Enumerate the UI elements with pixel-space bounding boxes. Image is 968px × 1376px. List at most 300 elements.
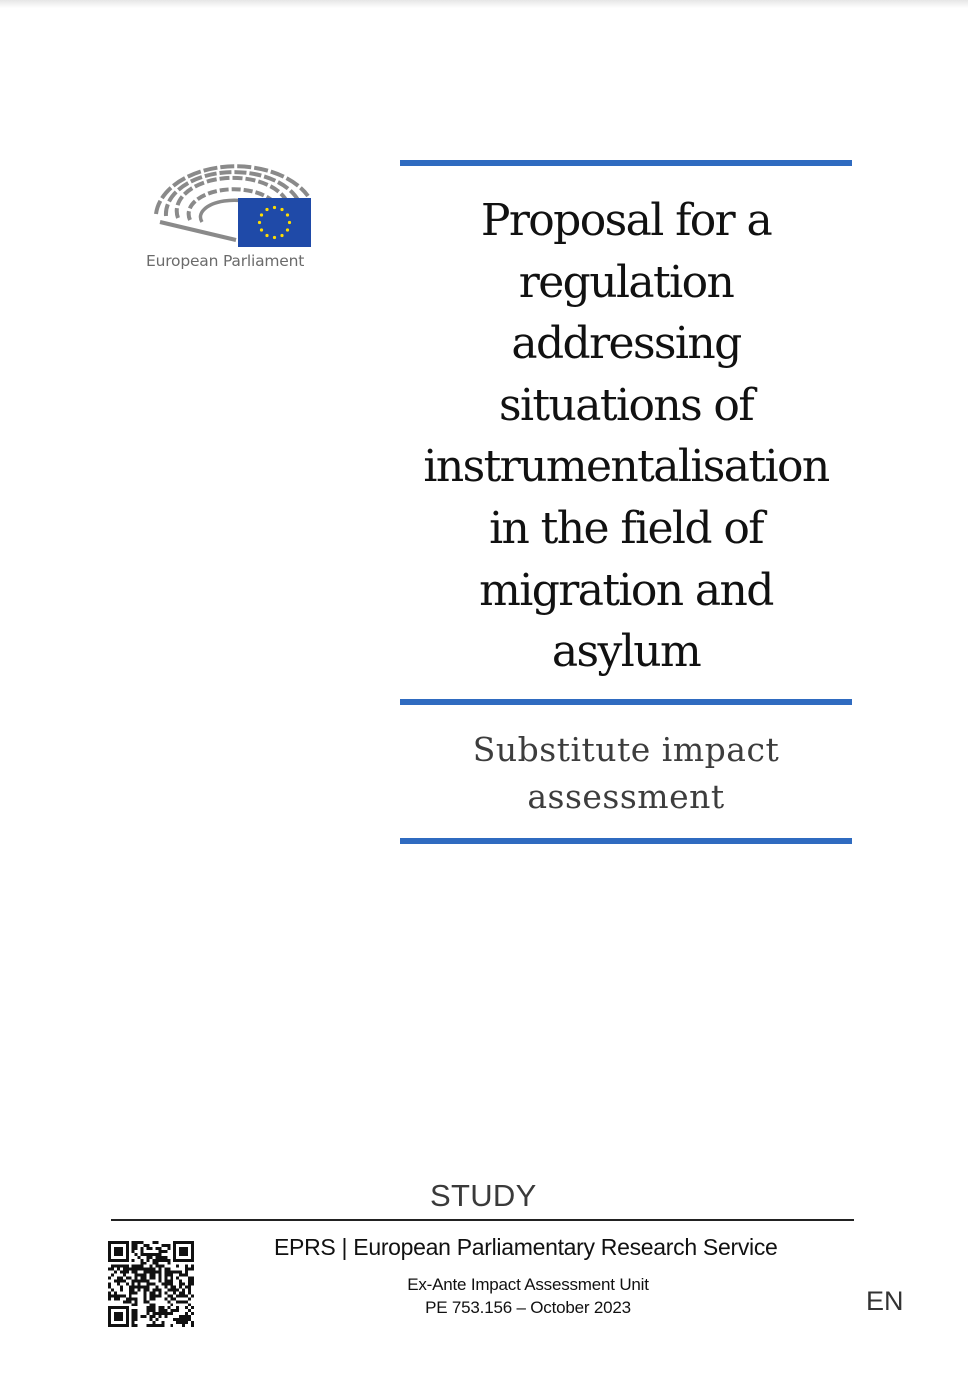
qr-module xyxy=(135,1271,138,1274)
qr-module xyxy=(179,1259,182,1262)
qr-module xyxy=(150,1306,153,1309)
title-line: in the field of xyxy=(489,502,763,554)
qr-module xyxy=(114,1259,117,1262)
qr-module xyxy=(191,1265,194,1268)
qr-module xyxy=(135,1247,138,1250)
qr-module xyxy=(141,1268,144,1271)
qr-module xyxy=(126,1268,129,1271)
qr-module xyxy=(126,1324,129,1327)
qr-module xyxy=(182,1300,185,1303)
qr-module xyxy=(173,1247,176,1250)
qr-module xyxy=(185,1268,188,1271)
qr-module xyxy=(191,1294,194,1297)
qr-module xyxy=(138,1241,141,1244)
qr-module xyxy=(152,1262,155,1265)
flag-star-icon xyxy=(288,221,291,224)
qr-module xyxy=(144,1262,147,1265)
qr-module xyxy=(135,1285,138,1288)
qr-module xyxy=(182,1318,185,1321)
qr-module xyxy=(179,1285,182,1288)
qr-module xyxy=(185,1253,188,1256)
qr-module xyxy=(150,1315,153,1318)
qr-module xyxy=(164,1256,167,1259)
qr-module xyxy=(135,1253,138,1256)
qr-module xyxy=(120,1247,123,1250)
qr-module xyxy=(126,1247,129,1250)
qr-module xyxy=(141,1262,144,1265)
qr-module xyxy=(173,1244,176,1247)
qr-module xyxy=(152,1297,155,1300)
qr-module xyxy=(108,1306,111,1309)
qr-module xyxy=(135,1291,138,1294)
qr-module xyxy=(158,1294,161,1297)
qr-module xyxy=(108,1285,111,1288)
qr-module xyxy=(158,1271,161,1274)
qr-module xyxy=(179,1315,182,1318)
qr-module xyxy=(108,1268,111,1271)
qr-module xyxy=(150,1247,153,1250)
qr-module xyxy=(155,1262,158,1265)
qr-module xyxy=(185,1312,188,1315)
qr-module xyxy=(129,1285,132,1288)
title-line: asylum xyxy=(551,626,701,678)
qr-module xyxy=(123,1294,126,1297)
qr-module xyxy=(150,1283,153,1286)
qr-module xyxy=(191,1277,194,1280)
qr-module xyxy=(117,1306,120,1309)
qr-module xyxy=(123,1271,126,1274)
qr-module xyxy=(155,1247,158,1250)
qr-module xyxy=(191,1312,194,1315)
qr-module xyxy=(150,1291,153,1294)
qr-module xyxy=(152,1288,155,1291)
qr-module xyxy=(135,1241,138,1244)
qr-module xyxy=(158,1312,161,1315)
qr-module xyxy=(164,1297,167,1300)
qr-module xyxy=(164,1250,167,1253)
qr-module xyxy=(152,1303,155,1306)
qr-module xyxy=(158,1265,161,1268)
qr-module xyxy=(152,1271,155,1274)
publisher-name: EPRS | European Parliamentary Research Service xyxy=(274,1234,778,1260)
qr-module xyxy=(135,1300,138,1303)
qr-module xyxy=(111,1324,114,1327)
qr-module xyxy=(158,1291,161,1294)
qr-module xyxy=(126,1241,129,1244)
qr-module xyxy=(158,1253,161,1256)
qr-module xyxy=(182,1250,185,1253)
qr-module xyxy=(117,1312,120,1315)
qr-module xyxy=(176,1277,179,1280)
language-code: EN xyxy=(866,1286,904,1316)
qr-module xyxy=(132,1309,135,1312)
qr-module xyxy=(108,1294,111,1297)
qr-module xyxy=(114,1306,117,1309)
qr-module xyxy=(167,1288,170,1291)
qr-module xyxy=(152,1315,155,1318)
qr-module xyxy=(161,1324,164,1327)
qr-module xyxy=(188,1241,191,1244)
qr-module xyxy=(161,1265,164,1268)
qr-module xyxy=(123,1280,126,1283)
qr-module xyxy=(179,1247,182,1250)
qr-module xyxy=(132,1265,135,1268)
qr-module xyxy=(114,1280,117,1283)
qr-module xyxy=(132,1259,135,1262)
qr-module xyxy=(173,1253,176,1256)
qr-module xyxy=(164,1268,167,1271)
qr-module xyxy=(126,1315,129,1318)
qr-module xyxy=(114,1294,117,1297)
qr-module xyxy=(150,1271,153,1274)
qr-module xyxy=(129,1294,132,1297)
qr-module xyxy=(152,1309,155,1312)
qr-module xyxy=(147,1280,150,1283)
qr-module xyxy=(144,1268,147,1271)
qr-module xyxy=(170,1324,173,1327)
title-line: addressing xyxy=(511,318,741,370)
qr-module xyxy=(167,1268,170,1271)
qr-module xyxy=(150,1297,153,1300)
qr-module xyxy=(147,1268,150,1271)
qr-module xyxy=(167,1244,170,1247)
document-subtitle xyxy=(400,726,852,820)
qr-module xyxy=(111,1274,114,1277)
qr-module xyxy=(155,1271,158,1274)
qr-module xyxy=(114,1271,117,1274)
qr-module xyxy=(120,1271,123,1274)
qr-module xyxy=(158,1259,161,1262)
qr-module xyxy=(173,1285,176,1288)
title-line: instrumentalisation xyxy=(423,441,829,493)
qr-module xyxy=(111,1265,114,1268)
qr-module xyxy=(176,1321,179,1324)
subtitle-line: Substitute impact xyxy=(472,730,780,769)
qr-module xyxy=(114,1312,117,1315)
qr-module xyxy=(144,1280,147,1283)
qr-module xyxy=(191,1306,194,1309)
qr-module xyxy=(167,1262,170,1265)
qr-module xyxy=(155,1318,158,1321)
title-bottom-rule xyxy=(400,699,852,705)
qr-module xyxy=(141,1280,144,1283)
qr-module xyxy=(155,1253,158,1256)
qr-module xyxy=(117,1318,120,1321)
qr-module xyxy=(114,1241,117,1244)
qr-module xyxy=(170,1274,173,1277)
qr-module xyxy=(108,1283,111,1286)
qr-module xyxy=(147,1312,150,1315)
qr-module xyxy=(108,1253,111,1256)
qr-module xyxy=(114,1250,117,1253)
qr-module xyxy=(188,1309,191,1312)
flag-star-icon xyxy=(280,234,283,237)
qr-module xyxy=(108,1321,111,1324)
qr-module xyxy=(129,1291,132,1294)
qr-module xyxy=(126,1321,129,1324)
qr-module xyxy=(129,1277,132,1280)
qr-module xyxy=(117,1265,120,1268)
qr-module xyxy=(179,1250,182,1253)
qr-module xyxy=(170,1297,173,1300)
publisher-unit: Ex-Ante Impact Assessment Unit xyxy=(407,1275,649,1294)
qr-module xyxy=(144,1271,147,1274)
qr-module xyxy=(155,1265,158,1268)
qr-module xyxy=(158,1309,161,1312)
qr-module xyxy=(191,1241,194,1244)
qr-module xyxy=(126,1265,129,1268)
qr-module xyxy=(138,1268,141,1271)
qr-module xyxy=(117,1253,120,1256)
qr-module xyxy=(114,1324,117,1327)
qr-module xyxy=(132,1285,135,1288)
qr-module xyxy=(188,1268,191,1271)
qr-module xyxy=(150,1309,153,1312)
qr-module xyxy=(191,1321,194,1324)
qr-module xyxy=(179,1294,182,1297)
qr-module xyxy=(164,1309,167,1312)
qr-module xyxy=(120,1288,123,1291)
qr-module xyxy=(117,1294,120,1297)
qr-module xyxy=(161,1250,164,1253)
qr-module xyxy=(191,1244,194,1247)
qr-module xyxy=(129,1268,132,1271)
qr-module xyxy=(188,1288,191,1291)
qr-module xyxy=(120,1280,123,1283)
qr-module xyxy=(191,1250,194,1253)
qr-module xyxy=(176,1306,179,1309)
qr-module xyxy=(132,1283,135,1286)
qr-module xyxy=(158,1288,161,1291)
qr-module xyxy=(152,1268,155,1271)
qr-module xyxy=(117,1283,120,1286)
qr-module xyxy=(114,1318,117,1321)
european-parliament-logo xyxy=(146,156,316,278)
flag-star-icon xyxy=(265,208,268,211)
qr-module xyxy=(135,1324,138,1327)
qr-module xyxy=(185,1300,188,1303)
qr-module xyxy=(176,1318,179,1321)
qr-module xyxy=(144,1300,147,1303)
flag-star-icon xyxy=(280,208,283,211)
qr-module xyxy=(132,1303,135,1306)
qr-module xyxy=(135,1297,138,1300)
qr-module xyxy=(170,1288,173,1291)
qr-module xyxy=(108,1297,111,1300)
qr-module xyxy=(182,1253,185,1256)
flag-star-icon xyxy=(265,234,268,237)
qr-module xyxy=(117,1247,120,1250)
qr-module xyxy=(161,1259,164,1262)
qr-module xyxy=(138,1274,141,1277)
qr-module xyxy=(161,1312,164,1315)
qr-module xyxy=(129,1300,132,1303)
qr-module xyxy=(179,1291,182,1294)
qr-module xyxy=(132,1280,135,1283)
qr-module xyxy=(170,1303,173,1306)
qr-module xyxy=(108,1244,111,1247)
qr-module xyxy=(120,1285,123,1288)
qr-module xyxy=(152,1259,155,1262)
qr-module xyxy=(150,1303,153,1306)
qr-module xyxy=(117,1324,120,1327)
qr-module xyxy=(170,1309,173,1312)
qr-module xyxy=(138,1283,141,1286)
qr-module xyxy=(191,1259,194,1262)
qr-module xyxy=(161,1309,164,1312)
qr-module xyxy=(164,1274,167,1277)
qr-module xyxy=(164,1280,167,1283)
qr-module xyxy=(179,1274,182,1277)
qr-module xyxy=(126,1306,129,1309)
qr-module xyxy=(141,1253,144,1256)
qr-module xyxy=(176,1294,179,1297)
qr-module xyxy=(170,1283,173,1286)
qr-module xyxy=(132,1250,135,1253)
qr-module xyxy=(188,1280,191,1283)
qr-module xyxy=(138,1285,141,1288)
qr-module xyxy=(147,1253,150,1256)
qr-module xyxy=(147,1247,150,1250)
qr-module xyxy=(129,1288,132,1291)
qr-module xyxy=(135,1274,138,1277)
qr-module xyxy=(179,1241,182,1244)
qr-module xyxy=(152,1274,155,1277)
qr-module xyxy=(117,1268,120,1271)
qr-module xyxy=(158,1268,161,1271)
qr-module xyxy=(167,1259,170,1262)
qr-module xyxy=(170,1271,173,1274)
qr-module xyxy=(164,1283,167,1286)
qr-module xyxy=(114,1253,117,1256)
qr-module xyxy=(155,1256,158,1259)
qr-module xyxy=(120,1294,123,1297)
qr-module xyxy=(164,1244,167,1247)
qr-module xyxy=(120,1312,123,1315)
qr-module xyxy=(179,1321,182,1324)
qr-module xyxy=(141,1247,144,1250)
qr-module xyxy=(111,1241,114,1244)
qr-module xyxy=(161,1306,164,1309)
qr-module xyxy=(188,1315,191,1318)
qr-module xyxy=(150,1265,153,1268)
qr-module xyxy=(147,1271,150,1274)
document-type-label: STUDY xyxy=(430,1178,537,1213)
qr-module xyxy=(173,1271,176,1274)
qr-module xyxy=(120,1318,123,1321)
qr-module xyxy=(141,1315,144,1318)
qr-module xyxy=(144,1253,147,1256)
qr-module xyxy=(152,1253,155,1256)
qr-module xyxy=(138,1288,141,1291)
qr-module xyxy=(147,1259,150,1262)
qr-module xyxy=(111,1268,114,1271)
qr-module xyxy=(185,1318,188,1321)
qr-module xyxy=(135,1277,138,1280)
qr-module xyxy=(150,1268,153,1271)
qr-module xyxy=(167,1306,170,1309)
qr-module xyxy=(161,1321,164,1324)
qr-module xyxy=(108,1318,111,1321)
qr-module xyxy=(147,1288,150,1291)
qr-module xyxy=(132,1291,135,1294)
qr-module xyxy=(108,1247,111,1250)
qr-module xyxy=(176,1288,179,1291)
qr-module xyxy=(123,1274,126,1277)
qr-module xyxy=(152,1306,155,1309)
qr-module xyxy=(176,1265,179,1268)
qr-module xyxy=(132,1312,135,1315)
qr-module xyxy=(126,1312,129,1315)
title-line: regulation xyxy=(518,256,734,308)
qr-module xyxy=(158,1247,161,1250)
qr-module xyxy=(117,1297,120,1300)
qr-module xyxy=(150,1277,153,1280)
qr-module xyxy=(164,1271,167,1274)
qr-module xyxy=(150,1253,153,1256)
qr-module xyxy=(188,1318,191,1321)
qr-module xyxy=(132,1318,135,1321)
qr-module xyxy=(188,1259,191,1262)
qr-module xyxy=(144,1288,147,1291)
qr-module xyxy=(191,1324,194,1327)
qr-module xyxy=(188,1283,191,1286)
qr-module xyxy=(182,1259,185,1262)
qr-module xyxy=(185,1259,188,1262)
qr-module xyxy=(126,1244,129,1247)
flag-star-icon xyxy=(286,213,289,216)
qr-module xyxy=(167,1274,170,1277)
qr-module xyxy=(176,1309,179,1312)
qr-module xyxy=(167,1280,170,1283)
qr-code-icon xyxy=(108,1241,194,1327)
qr-module xyxy=(114,1297,117,1300)
qr-module xyxy=(144,1291,147,1294)
qr-module xyxy=(135,1280,138,1283)
qr-module xyxy=(179,1283,182,1286)
qr-module xyxy=(144,1274,147,1277)
qr-module xyxy=(120,1250,123,1253)
qr-module xyxy=(132,1288,135,1291)
qr-module xyxy=(132,1271,135,1274)
qr-module xyxy=(167,1294,170,1297)
qr-module xyxy=(132,1324,135,1327)
qr-module xyxy=(111,1259,114,1262)
qr-module xyxy=(144,1297,147,1300)
qr-module xyxy=(132,1241,135,1244)
qr-module xyxy=(147,1283,150,1286)
qr-module xyxy=(182,1283,185,1286)
qr-module xyxy=(123,1265,126,1268)
qr-module xyxy=(191,1253,194,1256)
qr-module xyxy=(182,1324,185,1327)
qr-module xyxy=(176,1241,179,1244)
qr-module xyxy=(170,1294,173,1297)
qr-module xyxy=(167,1271,170,1274)
qr-module xyxy=(123,1306,126,1309)
qr-module xyxy=(152,1291,155,1294)
qr-module xyxy=(185,1265,188,1268)
qr-module xyxy=(126,1250,129,1253)
qr-module xyxy=(120,1241,123,1244)
qr-module xyxy=(158,1274,161,1277)
title-line: Proposal for a xyxy=(480,195,772,246)
qr-module xyxy=(138,1256,141,1259)
qr-module xyxy=(147,1244,150,1247)
footer-rule xyxy=(111,1219,854,1221)
qr-module xyxy=(126,1297,129,1300)
qr-module xyxy=(152,1324,155,1327)
